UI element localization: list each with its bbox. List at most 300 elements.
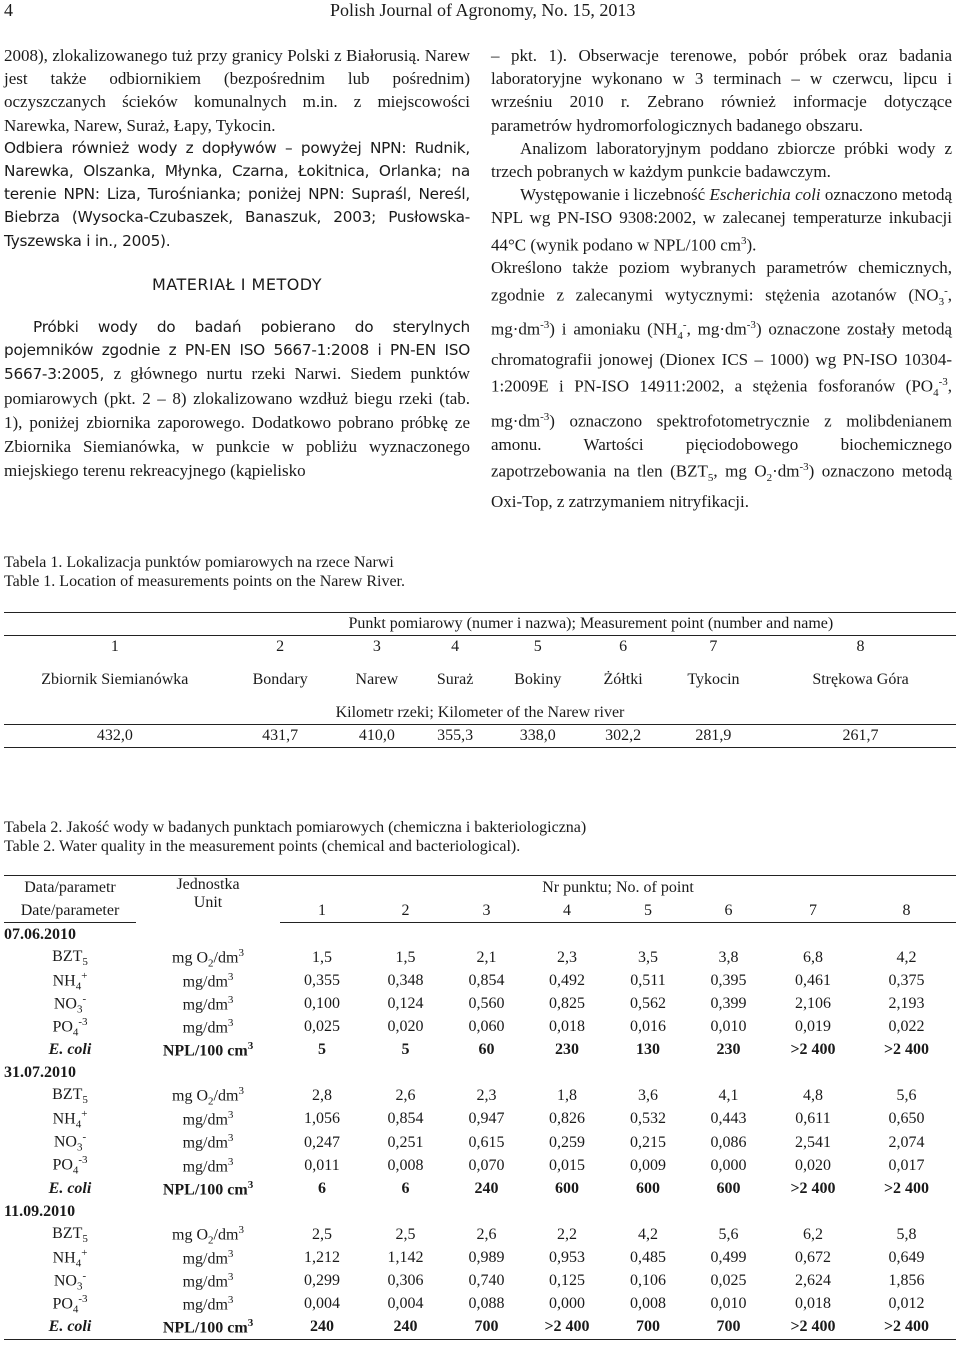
table-cell: 0,020 — [387, 1018, 424, 1036]
table-cell: 0,826 — [549, 1110, 585, 1128]
point-number-header: 2 — [364, 899, 447, 923]
table-cell: 0,070 — [468, 1156, 505, 1174]
table-cell: 0,299 — [304, 1272, 340, 1290]
parameter-sub: 4 — [75, 1118, 82, 1131]
table-cell: 6,2 — [803, 1225, 823, 1243]
unit-sup: 3 — [238, 1223, 244, 1236]
unit-text: mg/dm — [182, 973, 228, 991]
unit — [136, 1223, 280, 1246]
table-cell: 1,056 — [304, 1110, 340, 1128]
table-cell: 2,193 — [888, 995, 925, 1013]
table-cell: 700 — [447, 1316, 526, 1340]
unit — [136, 1108, 280, 1131]
table-cell: 0,499 — [710, 1249, 747, 1267]
parameter-label: NH — [52, 971, 76, 989]
left-column — [4, 44, 470, 483]
table-cell: 0,740 — [468, 1272, 505, 1290]
table-row — [4, 1177, 956, 1200]
table-cell: 2,8 — [312, 1087, 332, 1105]
point-name: Strękowa Góra — [812, 671, 909, 688]
unit — [136, 1085, 280, 1108]
parameter-label: NO — [53, 995, 77, 1013]
sub: 2 — [766, 471, 773, 484]
table-cell: 6 — [318, 1179, 326, 1197]
right-paragraph-2: Analizom laboratoryjnym poddano zbiorcze próbki wody z trzech pobranych w każdym punkcie badawczym. — [491, 138, 952, 182]
table-cell: 0,492 — [549, 971, 585, 989]
table-cell: 0,649 — [888, 1249, 925, 1267]
param-header-en: Date/parameter — [4, 899, 136, 923]
date-row — [4, 1062, 956, 1085]
river-km: 338,0 — [491, 725, 584, 748]
table-cell: 0,010 — [710, 1018, 747, 1036]
unit — [136, 1016, 280, 1039]
table-row — [4, 1316, 956, 1340]
table-cell: 240 — [280, 1316, 364, 1340]
table-row — [4, 1039, 956, 1062]
table-cell: >2 400 — [769, 1316, 857, 1340]
unit-text: mg O — [172, 948, 209, 966]
point-name: Żółtki — [603, 671, 643, 688]
table-cell: 0,259 — [549, 1133, 585, 1151]
table1-km-header: Kilometr rzeki; Kilometer of the Narew river — [4, 702, 956, 725]
date-label: 31.07.2010 — [4, 1064, 76, 1082]
parameter-label: NH — [52, 1110, 76, 1128]
table-cell: 0,019 — [795, 1018, 831, 1036]
point-name: Narew — [355, 671, 399, 688]
table-cell: 0,008 — [387, 1156, 424, 1174]
parameter-sub: 4 — [72, 1026, 79, 1039]
table-cell: 0,443 — [710, 1110, 747, 1128]
sub: 5 — [707, 471, 714, 484]
table-cell: 700 — [688, 1316, 769, 1340]
unit-header — [136, 876, 280, 923]
unit-sup: 3 — [247, 1178, 254, 1191]
unit-text: /dm — [213, 948, 239, 966]
table-cell: 0,018 — [795, 1295, 831, 1313]
table-row — [4, 1108, 956, 1131]
table-cell: 0,560 — [468, 995, 505, 1013]
table1-caption — [4, 553, 405, 591]
unit-text: mg O — [172, 1226, 209, 1244]
table-cell: 2,074 — [888, 1133, 925, 1151]
unit-text: mg/dm — [182, 1250, 228, 1268]
unit-text: mg/dm — [182, 1273, 228, 1291]
point-number: 6 — [619, 638, 628, 655]
parameter-sup: -3 — [78, 1015, 88, 1028]
table-cell: 4,2 — [638, 1225, 658, 1243]
table-cell: >2 400 — [790, 1179, 836, 1197]
table-cell: 1,856 — [888, 1272, 925, 1290]
parameter-sub: 3 — [76, 1280, 83, 1293]
parameter-sub: 4 — [75, 980, 82, 993]
point-name: Zbiornik Siemianówka — [41, 671, 189, 688]
table1-header: Punkt pomiarowy (numer i nazwa); Measurement point (number and name) — [226, 613, 956, 636]
param-header — [4, 876, 136, 900]
parameter-name — [4, 1085, 136, 1108]
table-cell: 240 — [474, 1179, 499, 1197]
table2-caption-pl: Tabela 2. Jakość wody w badanych punktach pomiarowych (chemiczna i bakteriologiczna) — [4, 819, 587, 836]
parameter-name — [4, 1039, 136, 1062]
parameter-name — [4, 946, 136, 969]
table-cell: 0,953 — [549, 1249, 585, 1267]
table-cell: 60 — [478, 1041, 495, 1059]
unit-sub: 2 — [208, 1234, 214, 1247]
unit-text: mg/dm — [182, 996, 228, 1014]
point-number: 5 — [533, 638, 542, 655]
table-cell: 0,016 — [630, 1018, 666, 1036]
point-name: Bondary — [252, 671, 308, 688]
parameter-name — [4, 992, 136, 1015]
table-cell: 0,395 — [710, 971, 747, 989]
sup: -3 — [540, 410, 550, 423]
table-cell: 3,5 — [638, 948, 658, 966]
unit-text: mg/dm — [182, 1134, 228, 1152]
unit-sup: 3 — [227, 1247, 234, 1260]
table1-numbers-row — [4, 636, 956, 659]
point-number: 3 — [372, 638, 381, 655]
table-cell: 2,624 — [795, 1272, 831, 1290]
parameter-label: E. coli — [48, 1041, 92, 1059]
parameter-sub: 3 — [76, 1141, 83, 1154]
table-cell: 2,6 — [395, 1087, 416, 1105]
right-paragraph-4 — [491, 256, 952, 513]
point-number-header: 4 — [526, 899, 608, 923]
left-paragraph-1: 2008), zlokalizowanego tuż przy granicy Polski z Białorusią. Narew jest także odbiornikiem (bezpośrednim lub pośrednim) oczyszczanych ścieków komunalnych m.in. z miejscowości Narewka, Narew, Suraż, Łapy, Tykocin. — [4, 46, 470, 135]
table1-caption-en: Table 1. Location of measurements points on the Narew River. — [4, 573, 405, 590]
p4-text-a: Określono także poziom wybranych parametrów chemicznych, zgodnie z zalecanymi wytycznymi: stężenia azotanów (NO — [491, 258, 952, 305]
unit-sup: 3 — [227, 1294, 234, 1307]
parameter-name — [4, 1016, 136, 1039]
table-cell: 0,025 — [304, 1018, 340, 1036]
parameter-name — [4, 1154, 136, 1177]
table-cell: 0,060 — [468, 1018, 505, 1036]
river-km: 355,3 — [419, 725, 491, 748]
table-cell: 0,375 — [888, 971, 925, 989]
superscript: 3 — [740, 234, 747, 247]
sup: -3 — [540, 318, 550, 331]
parameter-sup: -3 — [78, 1292, 88, 1305]
table-cell: 0,672 — [795, 1249, 831, 1267]
unit — [136, 1039, 280, 1062]
parameter-label: BZT — [52, 1224, 83, 1242]
unit-text: NPL/100 cm — [162, 1042, 248, 1060]
table-cell: 2,3 — [557, 948, 577, 966]
table-cell: 0,106 — [630, 1272, 666, 1290]
table1 — [4, 612, 956, 748]
table-cell: 0,348 — [387, 971, 424, 989]
left-paragraph-3 — [4, 316, 470, 483]
table-cell: 0,615 — [468, 1133, 505, 1151]
point-name: Suraż — [436, 671, 474, 688]
parameter-sub: 5 — [82, 1094, 88, 1107]
table-row — [4, 969, 956, 992]
table-cell: >2 400 — [883, 1041, 930, 1059]
table-cell: 2,5 — [312, 1225, 332, 1243]
table-cell: 230 — [716, 1041, 741, 1059]
parameter-sup: - — [82, 1131, 87, 1144]
table-cell: 0,000 — [549, 1295, 585, 1313]
unit — [136, 1270, 280, 1293]
point-number: 7 — [709, 638, 718, 655]
species-name: Escherichia coli — [709, 185, 821, 205]
point-number-header: 3 — [447, 899, 526, 923]
table-row — [4, 1016, 956, 1039]
parameter-name — [4, 1247, 136, 1270]
table-cell: 0,611 — [795, 1110, 831, 1128]
parameter-sub: 3 — [76, 1003, 83, 1016]
parameter-label: NH — [52, 1249, 76, 1267]
table-cell: 600 — [555, 1179, 579, 1197]
unit-text: mg/dm — [182, 1157, 228, 1175]
p4-text-d: , mg·dm — [686, 319, 747, 339]
table-cell: 5 — [318, 1041, 326, 1059]
parameter-label: PO — [52, 1156, 73, 1174]
table-cell: 0,000 — [710, 1156, 747, 1174]
unit-sup: 3 — [238, 946, 244, 959]
parameter-sup: -3 — [78, 1154, 88, 1167]
parameter-sub: 4 — [72, 1164, 79, 1177]
river-km: 302,2 — [584, 725, 661, 748]
journal-header: Polish Journal of Agronomy, No. 15, 2013 — [330, 0, 636, 20]
table-cell: 1,5 — [395, 948, 416, 966]
table-cell: 0,562 — [630, 995, 666, 1013]
unit-sup: 3 — [247, 1317, 254, 1330]
table-cell: 0,004 — [387, 1295, 424, 1313]
p4-text-h: , mg O — [713, 461, 767, 481]
parameter-sub: 5 — [82, 1233, 88, 1246]
table-cell: 0,854 — [387, 1110, 424, 1128]
table-cell: 230 — [555, 1041, 579, 1059]
point-number-header: 8 — [857, 899, 956, 923]
table-cell: 130 — [636, 1041, 660, 1059]
unit-sub: 2 — [208, 957, 214, 970]
point-number: 4 — [451, 638, 460, 655]
date-label: 11.09.2010 — [4, 1202, 76, 1220]
table-cell: 2,3 — [476, 1087, 497, 1105]
unit — [136, 1247, 280, 1270]
table-cell: 0,086 — [710, 1133, 747, 1151]
parameter-sub: 4 — [75, 1257, 82, 1270]
table1-km-row — [4, 725, 956, 748]
table-cell: 6,8 — [803, 948, 823, 966]
parameter-label: E. coli — [48, 1179, 92, 1197]
table-row — [4, 1270, 956, 1293]
table-cell: 2,1 — [476, 948, 497, 966]
table-row — [4, 992, 956, 1015]
parameter-label: BZT — [52, 1086, 83, 1104]
left-paragraph-2: Odbiera również wody z dopływów – powyżej NPN: Rudnik, Narewka, Olszanka, Młynka, Czarna, Łokitnica, Orlanka; na terenie NPN: Liza, Turośnianka; poniżej NPN: Supraśl, Nereśl, Biebrza (Wysocka-Czubaszek, Banaszuk, 2003; Pusłowska-Tyszewska i in., 2005). — [4, 138, 470, 250]
right-paragraph-1: – pkt. 1). Obserwacje terenowe, pobór próbek oraz badania laboratoryjne wykonano w 3 terminach – w czerwcu, lipcu i wrześniu 2010 r. Zebrano również informacje dotyczące parametrów hydromorfologicznych badanego obszaru. — [491, 46, 952, 135]
table-cell: 0,355 — [304, 971, 340, 989]
table-cell: 0,020 — [795, 1156, 831, 1174]
parameter-name — [4, 1177, 136, 1200]
table2 — [4, 875, 956, 1340]
date-row — [4, 1200, 956, 1223]
parameter-label: PO — [52, 1018, 73, 1036]
point-number-header: 6 — [688, 899, 769, 923]
table-cell: 0,017 — [888, 1156, 925, 1174]
sub: 3 — [938, 295, 945, 308]
table-cell: >2 400 — [857, 1316, 956, 1340]
table-cell: 0,088 — [468, 1295, 505, 1313]
table-cell: 6 — [401, 1179, 410, 1197]
table-row — [4, 1223, 956, 1246]
table-cell: 3,6 — [638, 1087, 658, 1105]
table-cell: 0,010 — [710, 1295, 747, 1313]
table-cell: 2,6 — [476, 1225, 497, 1243]
unit-text: /dm — [213, 1087, 239, 1105]
sup: -3 — [746, 318, 756, 331]
parameter-sup: + — [81, 1108, 88, 1121]
table-cell: 700 — [608, 1316, 688, 1340]
table2-caption-en: Table 2. Water quality in the measurement points (chemical and bacteriological). — [4, 838, 521, 855]
table-cell: 0,100 — [304, 995, 340, 1013]
table-row — [4, 946, 956, 969]
parameter-sup: + — [81, 969, 88, 982]
table-row — [4, 1085, 956, 1108]
sup: - — [682, 318, 687, 331]
right-paragraph-3-end: ). — [746, 235, 757, 255]
unit-sup: 3 — [227, 1155, 234, 1168]
unit-sup: 3 — [227, 1109, 234, 1122]
river-km: 261,7 — [765, 725, 956, 748]
point-number-header: 5 — [608, 899, 688, 923]
table-cell: 0,511 — [630, 971, 666, 989]
table-cell: 0,825 — [549, 995, 585, 1013]
point-name: Bokiny — [514, 671, 562, 688]
table-row — [4, 1247, 956, 1270]
table-cell: 2,2 — [557, 1225, 577, 1243]
unit — [136, 1316, 280, 1340]
right-paragraph-3 — [491, 183, 952, 256]
table-cell: 5,8 — [896, 1225, 917, 1243]
river-km: 281,9 — [662, 725, 765, 748]
table1-names-row — [4, 658, 956, 702]
table-cell: 3,8 — [718, 948, 739, 966]
parameter-label: NO — [53, 1133, 77, 1151]
table-cell: 2,541 — [795, 1133, 831, 1151]
parameter-label: BZT — [52, 947, 83, 965]
table-cell: >2 400 — [790, 1041, 836, 1059]
parameter-sup: + — [81, 1246, 88, 1259]
table-cell: 0,008 — [630, 1295, 666, 1313]
unit-sup: 3 — [227, 1132, 234, 1145]
unit — [136, 1154, 280, 1177]
p4-text-i: ·dm — [772, 461, 800, 481]
table-cell: 0,989 — [468, 1249, 505, 1267]
table-cell: 0,947 — [468, 1110, 505, 1128]
table-cell: 0,018 — [549, 1018, 585, 1036]
table-cell: 600 — [636, 1179, 660, 1197]
table-cell: 5,6 — [718, 1225, 739, 1243]
unit-text: NPL/100 cm — [162, 1319, 248, 1337]
table-cell: 0,247 — [304, 1133, 340, 1151]
unit — [136, 1293, 280, 1316]
table-cell: 0,532 — [630, 1110, 666, 1128]
unit-sup: 3 — [238, 1085, 244, 1098]
table-cell: 4,2 — [896, 948, 917, 966]
left-paragraph-3a: Próbki wody do badań pobierano do sterylnych pojemników zgodnie z PN-EN ISO 5667-1:2008 i PN-EN ISO 5667-3:2005, — [4, 318, 470, 384]
parameter-sub: 4 — [72, 1303, 79, 1316]
p4-text-f: , mg·dm — [491, 377, 952, 431]
unit-text: mg O — [172, 1087, 209, 1105]
unit-sup: 3 — [227, 1270, 234, 1283]
parameter-name — [4, 1316, 136, 1340]
parameter-name — [4, 1223, 136, 1246]
point-number: 8 — [856, 638, 865, 655]
point-number: 2 — [276, 638, 285, 655]
sup: -3 — [938, 376, 948, 389]
table-cell: 0,854 — [468, 971, 505, 989]
table-cell: 2,106 — [795, 995, 831, 1013]
table-cell: >2 400 — [883, 1179, 930, 1197]
point-number-header: 1 — [280, 899, 364, 923]
points-header: Nr punktu; No. of point — [280, 876, 956, 900]
table-cell: 0,650 — [888, 1110, 925, 1128]
page-number: 4 — [4, 0, 13, 20]
table-cell: 0,124 — [387, 995, 424, 1013]
table-row — [4, 1154, 956, 1177]
table1-caption-pl: Tabela 1. Lokalizacja punktów pomiarowych na rzece Narwi — [4, 554, 394, 571]
unit — [136, 946, 280, 969]
parameter-name — [4, 1293, 136, 1316]
date-label: 07.06.2010 — [4, 925, 76, 943]
river-km: 431,7 — [226, 725, 335, 748]
sup: -3 — [799, 460, 809, 473]
table-cell: 2,5 — [395, 1225, 416, 1243]
unit-header-en: Unit — [193, 894, 223, 911]
unit-sub: 2 — [208, 1095, 214, 1108]
right-paragraph-3-text: Występowanie i liczebność — [520, 185, 710, 205]
table-cell: 0,022 — [888, 1018, 925, 1036]
table-cell: 1,8 — [557, 1087, 577, 1105]
p4-text-j: ) oznaczono metodą Oxi-Top, z zatrzymaniem nitryfikacji. — [491, 461, 952, 511]
parameter-sub: 5 — [82, 955, 88, 968]
table-cell: 0,251 — [387, 1133, 424, 1151]
river-km: 410,0 — [335, 725, 419, 748]
table-cell: 5 — [401, 1041, 410, 1059]
river-km: 432,0 — [4, 725, 226, 748]
table2-caption — [4, 818, 586, 856]
table-cell: >2 400 — [526, 1316, 608, 1340]
unit — [136, 1177, 280, 1200]
table1-header-empty — [4, 613, 226, 636]
table-cell: 0,125 — [549, 1272, 585, 1290]
param-header-pl: Data/parametr — [24, 878, 116, 896]
unit-sup: 3 — [227, 1016, 234, 1029]
table-cell: 5,6 — [896, 1087, 917, 1105]
p4-text-c: ) i amoniaku (NH — [549, 319, 678, 339]
parameter-name — [4, 1108, 136, 1131]
table-cell: 0,025 — [710, 1272, 747, 1290]
unit-text: NPL/100 cm — [162, 1180, 248, 1198]
sup: - — [944, 284, 948, 297]
table-cell: 0,012 — [888, 1295, 925, 1313]
unit-text: mg/dm — [182, 1111, 228, 1129]
p4-text-e: ) oznaczone zostały metodą chromatografii jonowej (Dionex ICS – 1000) wg PN-ISO 10304-1:2009E i PN-ISO 14911:2002, a stężenia fosforanów (PO — [491, 319, 952, 397]
parameter-name — [4, 1131, 136, 1154]
table-cell: 0,004 — [304, 1295, 340, 1313]
unit-sup: 3 — [247, 1040, 254, 1053]
date-row — [4, 923, 956, 947]
unit-sup: 3 — [227, 993, 234, 1006]
table-cell: 0,009 — [630, 1156, 666, 1174]
unit-text: mg/dm — [182, 1019, 228, 1037]
sub: 4 — [677, 329, 683, 342]
parameter-name — [4, 1270, 136, 1293]
point-name: Tykocin — [687, 671, 740, 688]
p4-text-g: ) oznaczono spektrofotometrycznie z molibdenianem amonu. Wartości pięciodobowego biochemicznego zapotrzebowania na tlen (BZT — [491, 411, 952, 481]
